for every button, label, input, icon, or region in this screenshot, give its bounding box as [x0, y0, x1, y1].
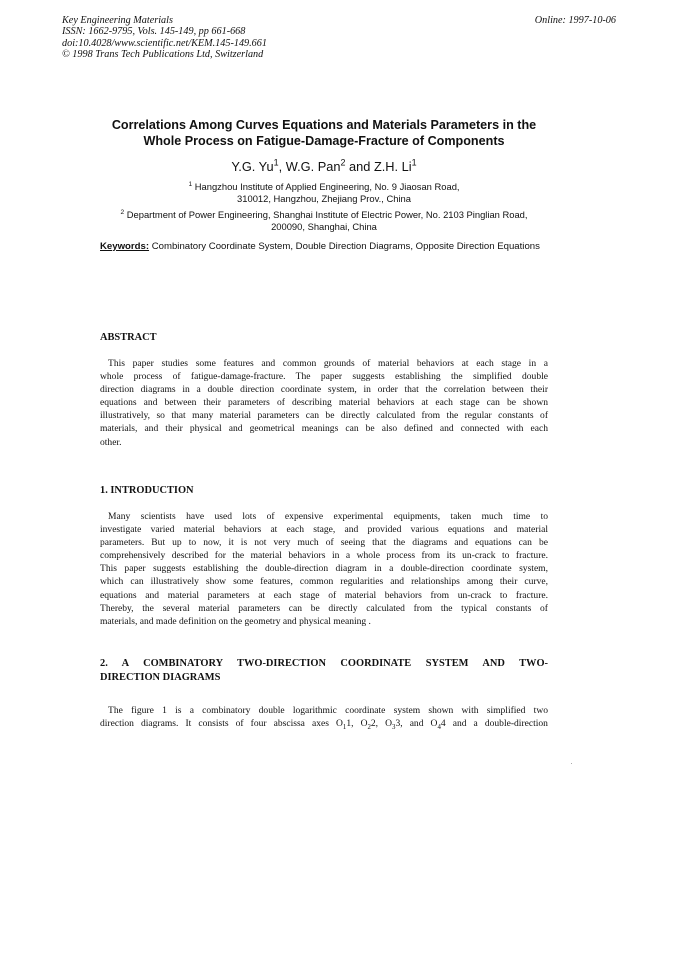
intro-line: materials, and made definition on the geometry and physical meaning . — [100, 615, 371, 627]
paper-title — [96, 117, 552, 149]
intro-line: Thereby, the several material parameters can be directly calculated from the typical constants of — [100, 602, 548, 614]
abstract-line: other. — [100, 436, 122, 448]
author-2: W.G. Pan — [285, 159, 341, 174]
affiliation-2-line-2: 200090, Shanghai, China — [271, 220, 377, 232]
intro-line: comprehensively described for the material behaviors in a whole process from its un-crack to fracture. — [100, 550, 548, 562]
author-sep-2: and — [345, 159, 374, 174]
abstract-line: illustratively, so that many material parameters can be directly calculated from the regular constants of — [100, 410, 548, 422]
issn-line: ISSN: 1662-9795, Vols. 145-149, pp 661-668 — [62, 26, 246, 38]
intro-line: Many scientists have used lots of expensive experimental equipments, taken much time to — [108, 511, 548, 522]
keywords-text: Combinatory Coordinate System, Double Direction Diagrams, Opposite Direction Equations — [151, 241, 540, 252]
abstract-line: direction diagrams in a double direction coordinate system, in order that the correlation between their — [100, 384, 548, 396]
section-2-paragraph — [100, 704, 548, 730]
section-2-line-1: The figure 1 is a combinatory double logarithmic coordinate system shown with simplified two — [108, 705, 548, 716]
affiliation-1 — [90, 181, 558, 204]
affiliation-1-line-1: Hangzhou Institute of Applied Engineering, No. 9 Jiaosan Road, — [194, 181, 460, 192]
intro-line: investigate varied material behaviors at each stage, and provided various equations and material — [100, 524, 548, 536]
title-line-2: Whole Process on Fatigue-Damage-Fracture of Components — [143, 134, 505, 148]
section-2-line-2: direction diagrams. It consists of four abscissa axes $O_11$, $O_22$, $O_33$, and $O_44$ and a double-direction — [100, 718, 548, 731]
abstract-paragraph — [100, 357, 548, 449]
title-line-1: Correlations Among Curves Equations and Materials Parameters in the — [111, 118, 537, 132]
intro-line: parameters. But up to now, it is not very much of seeing that the diagrams and equations can be — [100, 537, 548, 549]
abstract-line: whole process of fatigue-damage-fracture. The paper suggests establishing the simplified double — [100, 371, 548, 383]
intro-line: which can illustratively show some features, common regularities and relationships among their curve, — [100, 576, 548, 588]
doi-line[interactable]: doi:10.4028/www.scientific.net/KEM.145-149.661 — [62, 37, 267, 49]
keywords — [100, 241, 548, 253]
section-2-heading-line-2: DIRECTION DIAGRAMS — [100, 672, 221, 683]
abstract-line: equations and between their parameters of describing material behaviors at each stage can be shown — [100, 397, 548, 409]
abstract-line: materials, and their physical and geometrical meanings can be also defined and connected with each — [100, 423, 548, 435]
affiliation-1-line-2: 310012, Hangzhou, Zhejiang Prov., China — [237, 192, 411, 204]
abstract-line: This paper studies some features and common grounds of material behaviors at each stage in a — [108, 358, 548, 369]
affiliation-1-marker: 1 — [188, 180, 193, 188]
affiliation-2 — [90, 209, 558, 232]
introduction-paragraph — [100, 510, 548, 628]
affiliation-2-marker: 2 — [120, 208, 125, 216]
introduction-heading: 1. INTRODUCTION — [100, 485, 194, 496]
intro-line: equations and material parameters at each stage of material behaviors from un-crack to fracture. — [100, 589, 548, 601]
author-3-affil: 1 — [411, 157, 417, 168]
keywords-label: Keywords: — [100, 241, 150, 252]
affiliation-2-line-1: Department of Power Engineering, Shanghai Institute of Electric Power, No. 2103 Pinglian Road, — [126, 209, 528, 220]
online-date: Online: 1997-10-06 — [534, 15, 616, 26]
scan-speck — [571, 763, 572, 764]
author-2-affil: 2 — [340, 157, 346, 168]
author-sep-1: , — [278, 159, 286, 174]
intro-line: This paper suggests establishing the double-direction diagram in a double-direction coordinate system, — [100, 563, 548, 575]
author-list — [96, 159, 552, 174]
abstract-heading: ABSTRACT — [100, 332, 157, 343]
journal-name: Key Engineering Materials — [62, 15, 173, 26]
journal-header — [62, 15, 267, 60]
author-3: Z.H. Li — [373, 159, 412, 174]
copyright-line: © 1998 Trans Tech Publications Ltd, Switzerland — [62, 48, 264, 60]
author-1-affil: 1 — [273, 157, 279, 168]
author-1: Y.G. Yu — [231, 159, 274, 174]
section-2-heading-line-1: 2. A COMBINATORY TWO-DIRECTION COORDINATE SYSTEM AND TWO- — [100, 658, 548, 669]
